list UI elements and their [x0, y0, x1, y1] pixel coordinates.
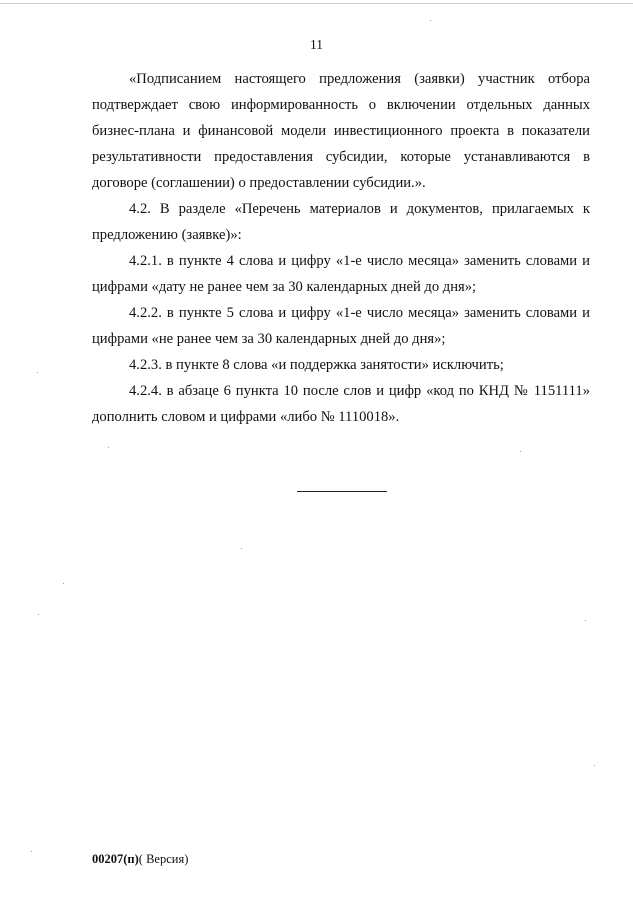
scan-speck [594, 765, 595, 766]
document-code: 00207(п) [92, 852, 139, 866]
scan-speck [585, 620, 586, 621]
paragraph-4-2-2: 4.2.2. в пункте 5 слова и цифру «1-е число месяца» заменить словами и цифрами «не ранее чем за 30 календарных дней до дня»; [92, 305, 590, 347]
page-number: 11 [310, 37, 323, 52]
paragraph-4-2-4: 4.2.4. в абзаце 6 пункта 10 после слов и цифр «код по КНД № 1151111» дополнить словом и цифрами «либо № 1110018». [92, 383, 590, 425]
end-separator-line [297, 491, 387, 492]
scan-speck [31, 851, 32, 852]
paragraph-quoted-statement: «Подписанием настоящего предложения (заявки) участник отбора подтверждает свою информированность о включении отдельных данных бизнес-плана и финансовой модели инвестиционного проекта в показатели результативности предоставления субсидии, которые устанавливаются в договоре (соглашении) о предоставлении субсидии.». [92, 71, 590, 191]
scan-speck [430, 20, 431, 21]
scan-speck [520, 451, 521, 452]
scan-speck [108, 447, 109, 448]
document-footer [92, 851, 188, 867]
scan-speck [37, 372, 38, 373]
paragraph-4-2-1: 4.2.1. в пункте 4 слова и цифру «1-е число месяца» заменить словами и цифрами «дату не ранее чем за 30 календарных дней до дня»; [92, 253, 590, 295]
scan-top-edge [0, 3, 633, 4]
scan-speck [63, 583, 64, 584]
document-body [92, 66, 590, 430]
paragraph-4-2: 4.2. В разделе «Перечень материалов и документов, прилагаемых к предложению (заявке)»: [92, 201, 590, 243]
document-version: ( Версия) [138, 852, 189, 866]
scan-speck [241, 548, 242, 549]
paragraph-4-2-3: 4.2.3. в пункте 8 слова «и поддержка занятости» исключить; [129, 357, 504, 373]
scan-speck [38, 614, 39, 615]
